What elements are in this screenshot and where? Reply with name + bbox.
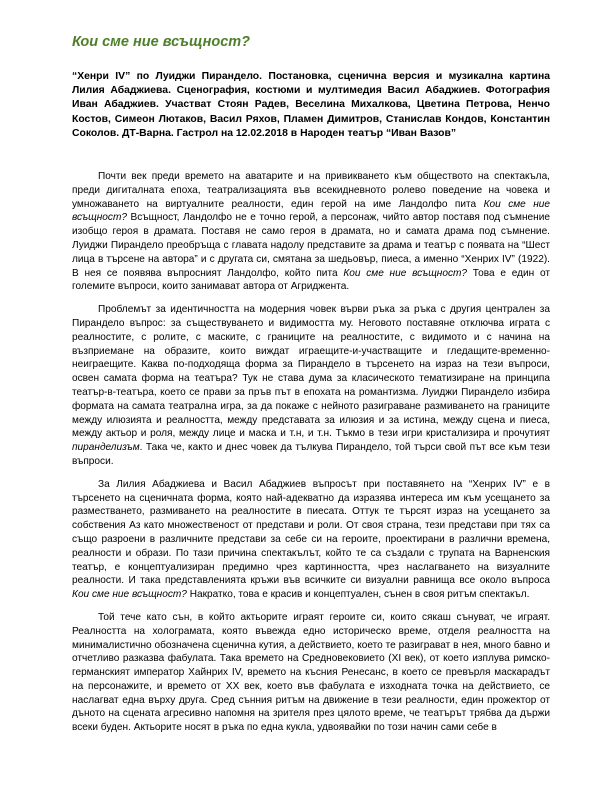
text-run: Всъщност, Ландолфо не е точно герой, а персонаж, чийто автор поставя под съмнение изобщо героя в драмата. Поставя не само героя в драмата, но и самата драма под съмнение. Луиджи Пирандело преобръща с главата надолу представите за драма и театър с появата на “Шест лица в търсене на автора” и с другата си, смятана за шедьовър, пиеса, а именно “Хенрих IV” (1922). В нея се появява въпросният Ландолфо, който пита bbox=[72, 212, 550, 279]
italic-term: пиранделизъм bbox=[72, 442, 140, 454]
body-paragraph bbox=[72, 170, 550, 294]
body-paragraph bbox=[72, 611, 550, 735]
article-title: Кои сме ние всъщност? bbox=[72, 34, 251, 50]
text-run: Почти век преди времето на аватарите и на привикването към обществото на спектакъла, преди дигиталната епоха, театрализацията във всекидневното ролево поведение на човека и умножаването на виртуалните реалности, един герой на име Ландолфо пита bbox=[72, 171, 550, 210]
text-run: За Лилия Абаджиева и Васил Абаджиев въпросът при поставянето на “Хенрих IV” е в търсенето на сценичната форма, която най-адекватно да изразява интереса им към усещането за разместването, размиването на реалностите в пиесата. Оттук те търсят израз на усещането за собствения Аз като множественост от представи и роли. От своя страна, тези представи при тях са също разроени в различните представи за себе си на героите, проектирани в различни времена, реалности и образи. По тази причина спектакълът, който те са създали с трупата на Варненския театър, е концептуализиран предимно чрез картинността, чрез наслагването на визуалните реалности. И така представленията кръжи във всичките си визуални равнища все около въпроса bbox=[72, 478, 550, 587]
text-run: Накратко, това е красив и концептуален, сънен в своя ритъм спектакъл. bbox=[186, 589, 530, 601]
article-body bbox=[72, 170, 550, 744]
italic-question: Кои сме ние всъщност? bbox=[72, 198, 550, 224]
body-paragraph bbox=[72, 303, 550, 469]
body-paragraph bbox=[72, 478, 550, 602]
text-run: Той тече като сън, в който актьорите играят героите си, които сякаш сънуват, че играят. Реалността на холограмата, която въвежда едно историческо време, отделя реалността на минималистично обозначена сценична кутия, а действието, което те разиграват в нея, много бавно и отчетливо разказва фабулата. Така времето на Средновековието (XI век), от което изплува римско-германският император Хайнрих IV, времето на късния Ренесанс, в което се превърля маскарадът на персонажите, и времето от XX век, което във фабулата е изходната точка на действието, се наслагват една върху друга. Сред сънния ритъм на движение в тези реалности, един прожектор от дъното на сцената агресивно напомня на зрителя през цялото време, че театърът трябва да държи всеки буден. Актьорите носят в ръка по една кукла, удвоявайки по този начин сами себе в bbox=[72, 611, 550, 734]
italic-question: Кои сме ние всъщност? bbox=[72, 589, 187, 601]
text-run: Това е един от големите въпроси, които занимават автора от Агриджента. bbox=[72, 267, 550, 293]
production-credits: “Хенри IV” по Луиджи Пирандело. Постановка, сценична версия и музикална картина Лилия Абаджиева. Сценография, костюми и мултимедия Васил Абаджиев. Фотография Иван Абаджиев. Участват Стоян Радев, Веселина Михалкова, Цветина Петрова, Ненчо Костов, Симеон Лютаков, Васил Ряхов, Пламен Димитров, Станислав Кондов, Константин Соколов. ДТ-Варна. Гастрол на 12.02.2018 в Народен театър “Иван Вазов” bbox=[72, 71, 550, 139]
text-run: . Така че, както и днес човек да тълкува Пирандело, той търси свой път все към тези въпроси. bbox=[72, 442, 550, 467]
text-run: Проблемът за идентичността на модерния човек върви ръка за ръка с другия централен за Пирандело въпрос: за съществуването и видимостта му. Неговото поставяне отключва играта с реалностите, с ролите, с маските, с границите на реалностите, с видимото и с начина на възприемане на образите, които виждат играещите-и-участващите и гледащите-временно-неиграещите. Каква по-подходяща форма за Пирандело в търсенето на израз на тези въпроси, освен самата форма на театъра? Тук не става дума за класическото тематизиране на принципа театър-в-театъра, което се прави за пръв път в епохата на романтизма. Луиджи Пирандело избира формата на самата театрална игра, за да покаже с нейното разиграване размиването на границите между илюзията и реалността, между представата за илюзия и за истина, между сцена и пиеса, между актьор и роля, между лице и маска и т.н, и т.н. Тъкмо в тези игри кристализира и прочутият bbox=[72, 304, 550, 440]
italic-question: Кои сме ние всъщност? bbox=[343, 267, 468, 279]
